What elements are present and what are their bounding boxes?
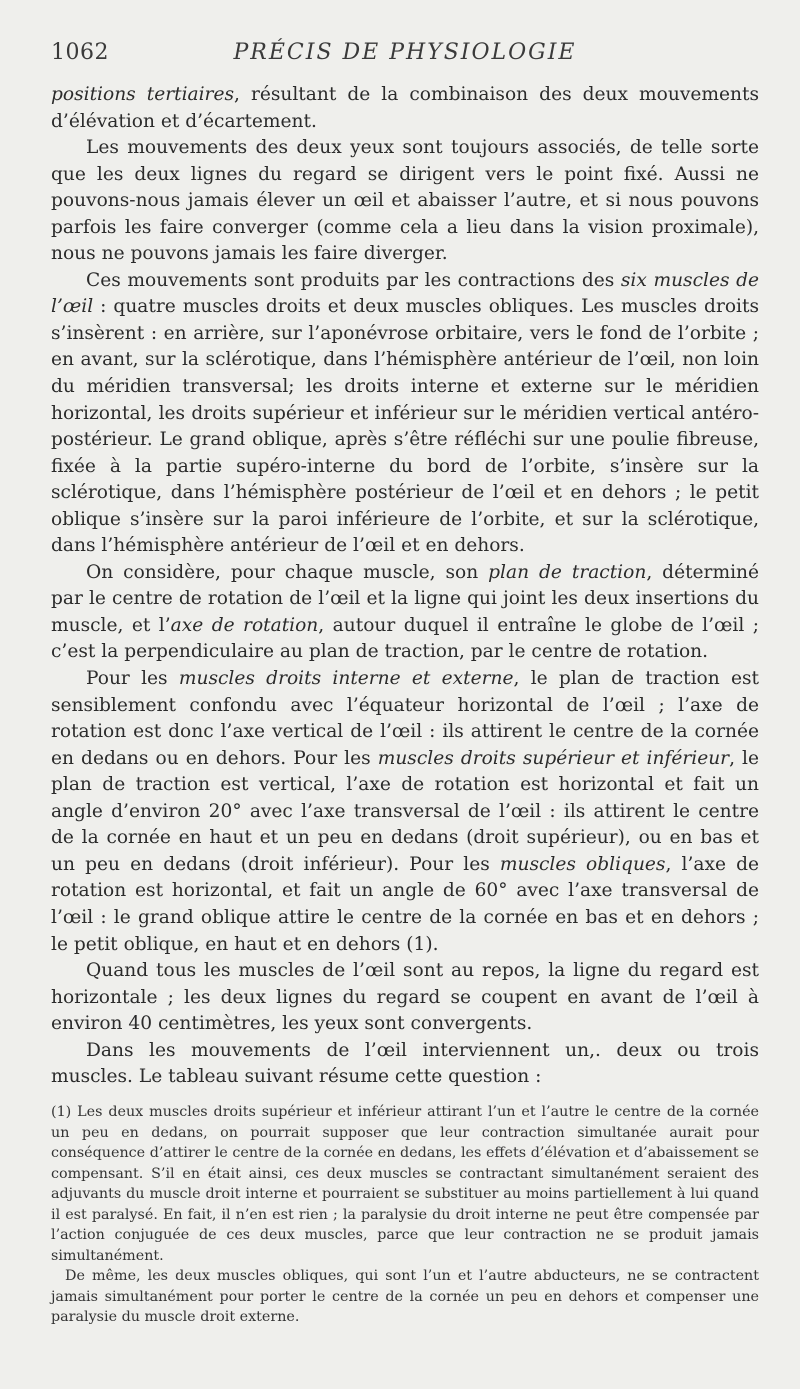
paragraph bbox=[51, 560, 759, 666]
footnote: (1) Les deux muscles droits supérieur et inférieur attirant l’un et l’autre le centre de la cornée un peu en dedans, on pourrait supposer que leur contraction simultanée aurait pour conséquence d’attirer le centre de la cornée en dedans, les effets d’élévation et d’abaissement se compensant. S’il en était ainsi, ces deux muscles se contractant simultanément seraient des adjuvants du muscle droit interne et pourraient se substituer au moins partiellement à lui quand il est paralysé. En fait, il n’en est rien ; la paralysie du droit interne ne peut être compensée par l’action conjuguée de ces deux muscles, parce que leur contraction ne se produit jamais simultanément. bbox=[51, 1104, 759, 1264]
text-segment: six muscles de l’œil bbox=[51, 269, 760, 318]
paragraph bbox=[51, 268, 759, 560]
text-segment: , le plan de traction est vertical, l’axe de rotation est horizontal et fait un angle d’environ 20° avec l’axe transversal de l’œil : ils attirent le centre de la cornée en haut et un peu en dedans (droit supérieur), ou en bas et un peu en dedans (droit inférieur). Pour les bbox=[51, 747, 759, 875]
text-segment: , autour duquel il entraîne le globe de l’œil ; c’est la perpendiculaire au plan de traction, par le centre de rotation. bbox=[51, 614, 760, 663]
page-header bbox=[51, 40, 759, 80]
text-segment: Pour les bbox=[86, 668, 179, 690]
text-segment: muscles droits interne et externe bbox=[178, 668, 514, 690]
text-segment: positions tertiaires bbox=[51, 84, 234, 105]
body-text bbox=[51, 82, 759, 1091]
text-segment: Quand tous les muscles de l’œil sont au repos, la ligne du regard est horizontale ; les deux lignes du regard se coupent en avant de l’œil à environ 40 centimètres, les yeux sont convergents. bbox=[51, 960, 759, 1035]
page-number: 1062 bbox=[51, 40, 109, 65]
paragraph bbox=[51, 958, 759, 1038]
text-segment: Les mouvements des deux yeux sont toujours associés, de telle sorte que les deux lignes du regard se dirigent vers le point fixé. Aussi ne pouvons-nous jamais élever un œil et abaisser l’autre, et si nous pouvons parfois les faire converger (comme cela a lieu dans la vision proximale), nous ne pouvons jamais les faire diverger. bbox=[51, 137, 759, 265]
text-segment: , déterminé par le centre de rotation de l’œil et la ligne qui joint les deux insertions du muscle, et l’ bbox=[51, 561, 759, 636]
text-segment: , l’axe de rotation est horizontal, et fait un angle de 60° avec l’axe transversal de l’œil : le grand oblique attire le centre de la cornée en bas et en dehors ; le petit oblique, en haut et en dehors (1). bbox=[51, 853, 759, 955]
text-segment: axe de rotation bbox=[170, 614, 319, 636]
paragraph bbox=[51, 1038, 759, 1091]
text-segment: , résultant de la combinaison des deux mouvements d’élévation et d’écartement. bbox=[51, 84, 759, 132]
text-segment: : quatre muscles droits et deux muscles obliques. Les muscles droits s’insèrent : en arrière, sur l’aponévrose orbitaire, vers le fond de l’orbite ; en avant, sur la sclérotique, dans l’hémisphère antérieur de l’œil, non loin du méridien transversal; les droits interne et externe sur le méridien horizontal, les droits supérieur et inférieur sur le méridien vertical antéro-postérieur. Le grand oblique, après s’être réfléchi sur une poulie fibreuse, fixée à la partie supéro-interne du bord de l’orbite, s’insère sur la sclérotique, dans l’hémisphère postérieur de l’œil et en dehors ; le petit oblique s’insère sur la paroi inférieure de l’orbite, et sur la sclérotique, dans l’hémisphère antérieur de l’œil et en dehors. bbox=[51, 296, 759, 557]
paragraph bbox=[51, 666, 759, 958]
footnotes bbox=[51, 1102, 759, 1328]
running-title: PRÉCIS DE PHYSIOLOGIE bbox=[233, 40, 577, 65]
footnote: De même, les deux muscles obliques, qui sont l’un et l’autre abducteurs, ne se contractent jamais simultanément pour porter le centre de la cornée un peu en dehors et compenser une paralysie du muscle droit externe. bbox=[51, 1268, 759, 1325]
text-segment: plan de traction bbox=[488, 561, 647, 583]
paragraph bbox=[51, 82, 759, 135]
text-segment: On considère, pour chaque muscle, son bbox=[86, 561, 489, 583]
text-segment: muscles obliques bbox=[499, 853, 666, 875]
paragraph bbox=[51, 135, 759, 268]
text-segment: Ces mouvements sont produits par les contractions des bbox=[86, 269, 621, 291]
text-segment: muscles droits supérieur et inférieur bbox=[377, 747, 730, 769]
text-segment: Dans les mouvements de l’œil interviennent un,. deux ou trois muscles. Le tableau suivant résume cette question : bbox=[51, 1039, 759, 1088]
text-segment: , le plan de traction est sensiblement confondu avec l’équateur horizontal de l’œil ; l’axe de rotation est donc l’axe vertical de l’œil : ils attirent le centre de la cornée en dedans ou en dehors. Pour les bbox=[51, 668, 759, 769]
